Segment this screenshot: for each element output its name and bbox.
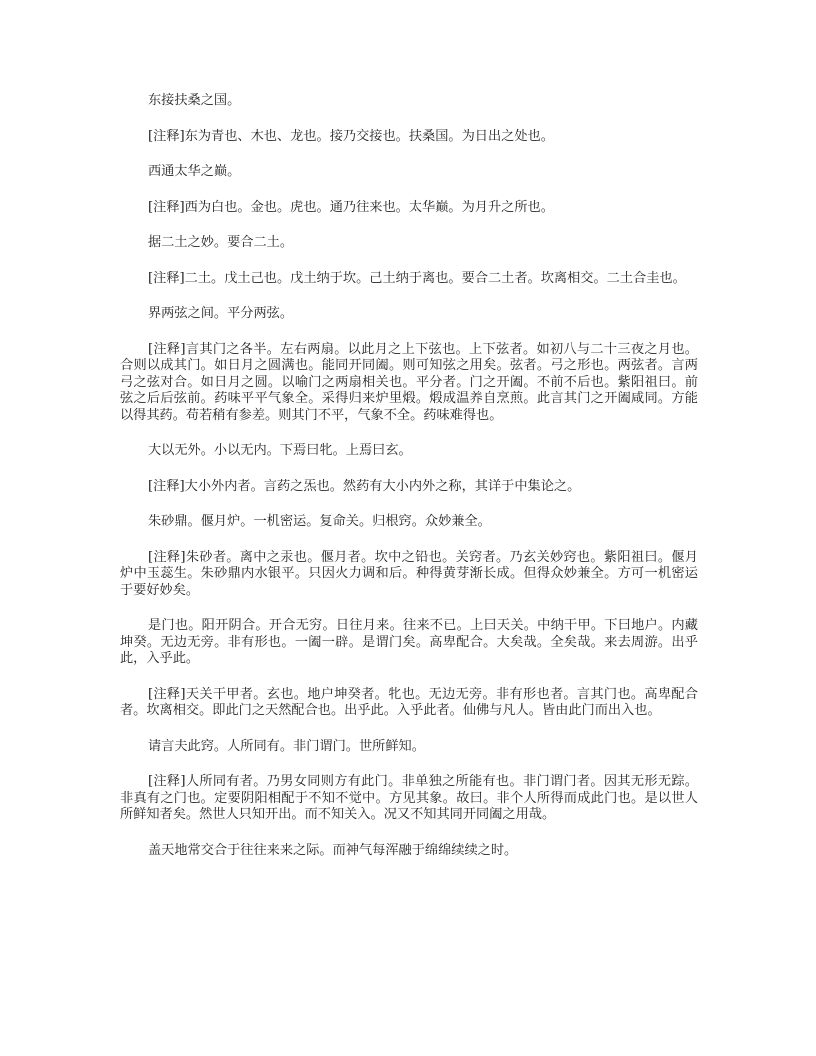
paragraph-verse-9: 盖天地常交合于往往来来之际。而神气每浑融于绵绵续续之时。 [148, 842, 518, 858]
paragraph-annotation-2: [注释]西为白也。金也。虎也。通乃往来也。太华巅。为月升之所也。 [148, 199, 554, 215]
paragraph-annotation-5: [注释]大小外内者。言药之炁也。然药有大小内外之称，其详于中集论之。 [148, 478, 581, 494]
paragraph-annotation-1: [注释]东为青也、木也、龙也。接乃交接也。扶桑国。为日出之处也。 [148, 128, 554, 144]
paragraph-annotation-4: [注释]言其门之各半。左右两扇。以此月之上下弦也。上下弦者。如初八与二十三夜之月也。合则以成其门。如日月之圆满也。能同开同阖。则可知弦之用矣。弦者。弓之形也。两弦者。言两弓之弦对合。如日月之圆。以喻门之两扇相关也。平分者。门之开阖。不前不后也。紫阳祖曰。前弦之后后弦前。药味平平气象全。采得归来炉里煅。煅成温养自烹煎。此言其门之开阖咸同。方能以得其药。苟若稍有参差。则其门不平，气象不全。药味难得也。 [120, 341, 698, 423]
paragraph-verse-3: 据二土之妙。要合二土。 [148, 235, 294, 250]
document-body [120, 93, 698, 878]
paragraph-verse-6: 朱砂鼎。偃月炉。一机密运。复命关。归根窍。众妙兼全。 [148, 514, 491, 529]
paragraph-verse-5: 大以无外。小以无内。下焉曰牝。上焉曰玄。 [148, 443, 412, 458]
paragraph-annotation-6: [注释]朱砂者。离中之汞也。偃月者。坎中之铅也。关窍者。乃玄关妙窍也。紫阳祖曰。偃月炉中玉蕊生。朱砂鼎内水银平。只因火力调和后。种得黄芽渐长成。但得众妙兼全。方可一机密运于要好妙矣。 [120, 549, 698, 598]
paragraph-verse-8: 请言夫此窍。人所同有。非门谓门。世所鲜知。 [148, 738, 425, 754]
paragraph-annotation-3: [注释]二土。戊土己也。戊土纳于坎。己土纳于离也。要合二土者。坎离相交。二土合圭也。 [148, 270, 686, 286]
paragraph-annotation-8: [注释]人所同有者。乃男女同则方有此门。非单独之所能有也。非门谓门者。因其无形无踪。非真有之门也。定要阴阳相配于不知不觉中。方见其象。故曰。非个人所得而成此门也。是以世人所鲜知者矣。然世人只知开出。而不知关入。况又不知其同开同阖之用哉。 [120, 774, 698, 822]
paragraph-verse-2: 西通太华之巅。 [148, 164, 241, 179]
paragraph-verse-4: 界两弦之间。平分两弦。 [148, 306, 294, 321]
paragraph-verse-1: 东接扶桑之国。 [148, 93, 241, 108]
paragraph-annotation-7: [注释]天关干甲者。玄也。地户坤癸者。牝也。无边无旁。非有形也者。言其门也。高卑配合者。坎离相交。即此门之天然配合也。出乎此。入乎此者。仙佛与凡人。皆由此门而出入也。 [120, 686, 698, 718]
paragraph-verse-7: 是门也。阳开阴合。开合无穷。日往月来。往来不已。上曰天关。中纳干甲。下曰地户。内藏坤癸。无边无旁。非有形也。一阖一辟。是谓门矣。高卑配合。大矣哉。全矣哉。来去周游。出乎此，入乎此。 [120, 618, 698, 666]
